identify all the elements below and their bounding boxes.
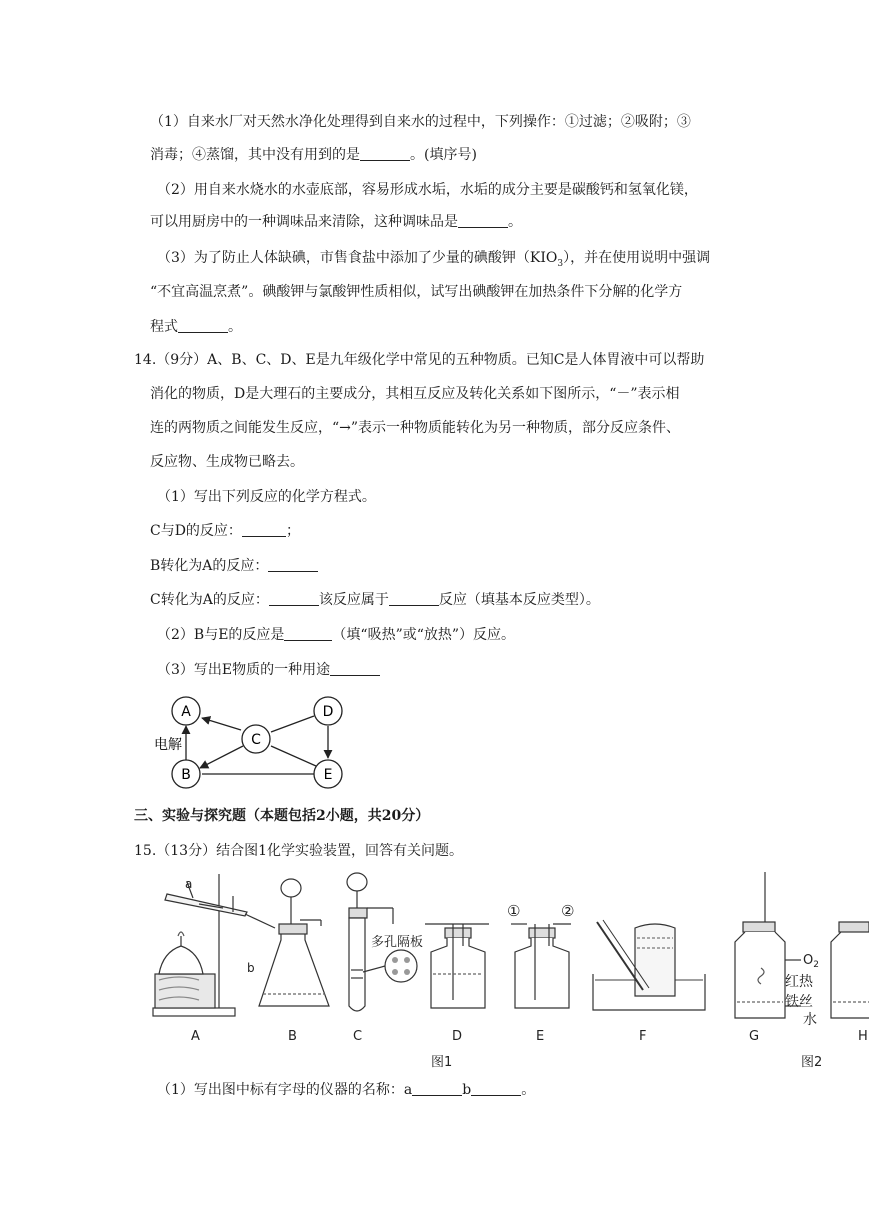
q13-part3-text-b: ），并在使用说明中强调	[563, 250, 711, 266]
q14-sub1-ca	[150, 590, 600, 610]
q13-part2-line2	[150, 212, 522, 232]
apparatus-f	[593, 920, 705, 1010]
electrolysis-label: 电解	[154, 737, 182, 753]
apparatus-label-e: E	[536, 1029, 545, 1044]
q15-sub1	[157, 1080, 535, 1100]
q13-part2-line1: （2）用自来水烧水的水壶底部，容易形成水垢，水垢的成分主要是碳酸钙和氢氧化镁，	[157, 182, 698, 198]
q13-part1-line2	[150, 145, 477, 165]
q14-cd-tail: ；	[285, 523, 300, 539]
node-b	[172, 760, 200, 788]
port-2-label: ②	[561, 902, 575, 920]
apparatus-figure	[145, 868, 869, 1070]
svg-text:E: E	[323, 767, 333, 783]
apparatus-label-h: H	[858, 1029, 868, 1044]
q15-sub1-b: b	[462, 1082, 472, 1098]
q14-line1: 14.（9分）A、B、C、D、E是九年级化学中常见的五种物质。已知C是人体胃液中可以帮助	[134, 352, 705, 368]
q13-part3-text-a: （3）为了防止人体缺碘，市售食盐中添加了少量的碘酸钾（KIO	[157, 250, 558, 266]
answer-blank[interactable]	[330, 661, 380, 676]
q13-part1-tail: 。(填序号)	[410, 147, 477, 163]
svg-text:C: C	[251, 732, 261, 748]
q13-part1-line1: （1）自来水厂对天然水净化处理得到自来水的过程中，下列操作：①过滤；②吸附；③	[150, 114, 691, 130]
porous-plate-label: 多孔隔板	[371, 935, 424, 950]
node-c	[242, 725, 270, 753]
q13-part3-sub: 3	[557, 258, 564, 269]
section3-heading: 三、实验与探究题（本题包括2小题，共20分）	[134, 808, 430, 824]
q14-sub3-text: （3）写出E物质的一种用途	[157, 662, 331, 678]
answer-blank[interactable]	[458, 213, 508, 228]
answer-blank[interactable]	[389, 591, 439, 606]
o2-label: $O_2$	[803, 953, 819, 970]
apparatus-d	[425, 924, 489, 1008]
answer-blank[interactable]	[268, 557, 318, 572]
apparatus-b	[259, 879, 329, 1006]
q14-line3: 连的两物质之间能发生反应，“→”表示一种物质能转化为另一种物质，部分反应条件、	[150, 420, 681, 436]
apparatus-h	[831, 922, 869, 1018]
answer-blank[interactable]	[269, 591, 319, 606]
answer-blank[interactable]	[242, 522, 286, 537]
apparatus-label-b: B	[288, 1029, 297, 1044]
edge-c-to-b	[200, 746, 243, 768]
label-a: a	[185, 877, 193, 891]
q14-sub1: （1）写出下列反应的化学方程式。	[157, 489, 376, 505]
q13-part2-tail: 。	[508, 214, 522, 230]
answer-blank[interactable]	[178, 318, 228, 333]
svg-text:A: A	[181, 704, 191, 720]
figure-1-caption: 图1	[431, 1055, 453, 1070]
node-a	[172, 697, 200, 725]
node-e	[314, 760, 342, 788]
label-b: b	[247, 961, 255, 975]
q14-ca-tail: 反应（填基本反应类型）。	[438, 592, 600, 608]
node-d	[314, 697, 342, 725]
svg-text:B: B	[181, 767, 191, 783]
figure-2-caption: 图2	[801, 1055, 823, 1070]
relationship-diagram	[150, 692, 360, 792]
q13-part1-text: 消毒；④蒸馏，其中没有用到的是	[150, 147, 360, 163]
apparatus-label-c: C	[353, 1029, 363, 1044]
hot-label: 红热	[785, 974, 813, 990]
q14-sub2	[157, 625, 515, 645]
q14-sub1-cd	[150, 521, 300, 541]
q13-part3-tail: 。	[228, 319, 242, 335]
q14-cd-text: C与D的反应：	[150, 523, 242, 539]
q14-line4: 反应物、生成物已略去。	[150, 454, 304, 470]
apparatus-label-a: A	[191, 1029, 200, 1044]
answer-blank[interactable]	[284, 626, 332, 641]
q13-part2-text: 可以用厨房中的一种调味品来清除，这种调味品是	[150, 214, 458, 230]
q14-sub2-text: （2）B与E的反应是	[157, 627, 285, 643]
port-1-label: ①	[507, 902, 521, 920]
apparatus-label-d: D	[452, 1029, 463, 1044]
q15-line1: 15.（13分）结合图1化学实验装置，回答有关问题。	[134, 843, 463, 859]
q14-ba-text: B转化为A的反应：	[150, 558, 269, 574]
q14-sub2-tail: （填“吸热”或“放热”）反应。	[332, 627, 516, 643]
q14-ca-text: C转化为A的反应：	[150, 592, 269, 608]
answer-blank[interactable]	[412, 1081, 462, 1096]
q13-part3-line2: “不宜高温烹煮”。碘酸钾与氯酸钾性质相似，试写出碘酸钾在加热条件下分解的化学方	[150, 284, 683, 300]
apparatus-label-g: G	[749, 1029, 760, 1044]
edge-c-e	[271, 746, 316, 766]
edge-c-d	[271, 716, 314, 732]
q15-sub1-tail: 。	[521, 1082, 536, 1098]
edge-c-to-a	[202, 718, 241, 730]
q13-part3-line3	[150, 317, 242, 337]
apparatus-label-f: F	[639, 1029, 647, 1044]
q13-part3-text-c: 程式	[150, 319, 178, 335]
q14-sub1-ba	[150, 556, 318, 576]
apparatus-a	[153, 874, 275, 1016]
q13-part3-line1	[157, 248, 710, 274]
answer-blank[interactable]	[471, 1081, 521, 1096]
q14-line2: 消化的物质，D是大理石的主要成分，其相互反应及转化关系如下图所示，“－”表示相	[150, 386, 680, 402]
q14-sub3	[157, 660, 380, 680]
answer-blank[interactable]	[360, 146, 410, 161]
svg-text:D: D	[322, 704, 334, 720]
water-label: 水	[803, 1012, 817, 1028]
q15-sub1-text: （1）写出图中标有字母的仪器的名称：a	[157, 1082, 413, 1098]
q14-ca-mid: 该反应属于	[318, 592, 389, 608]
iron-wire-label: 铁丝	[785, 994, 813, 1010]
apparatus-e	[511, 924, 571, 1008]
